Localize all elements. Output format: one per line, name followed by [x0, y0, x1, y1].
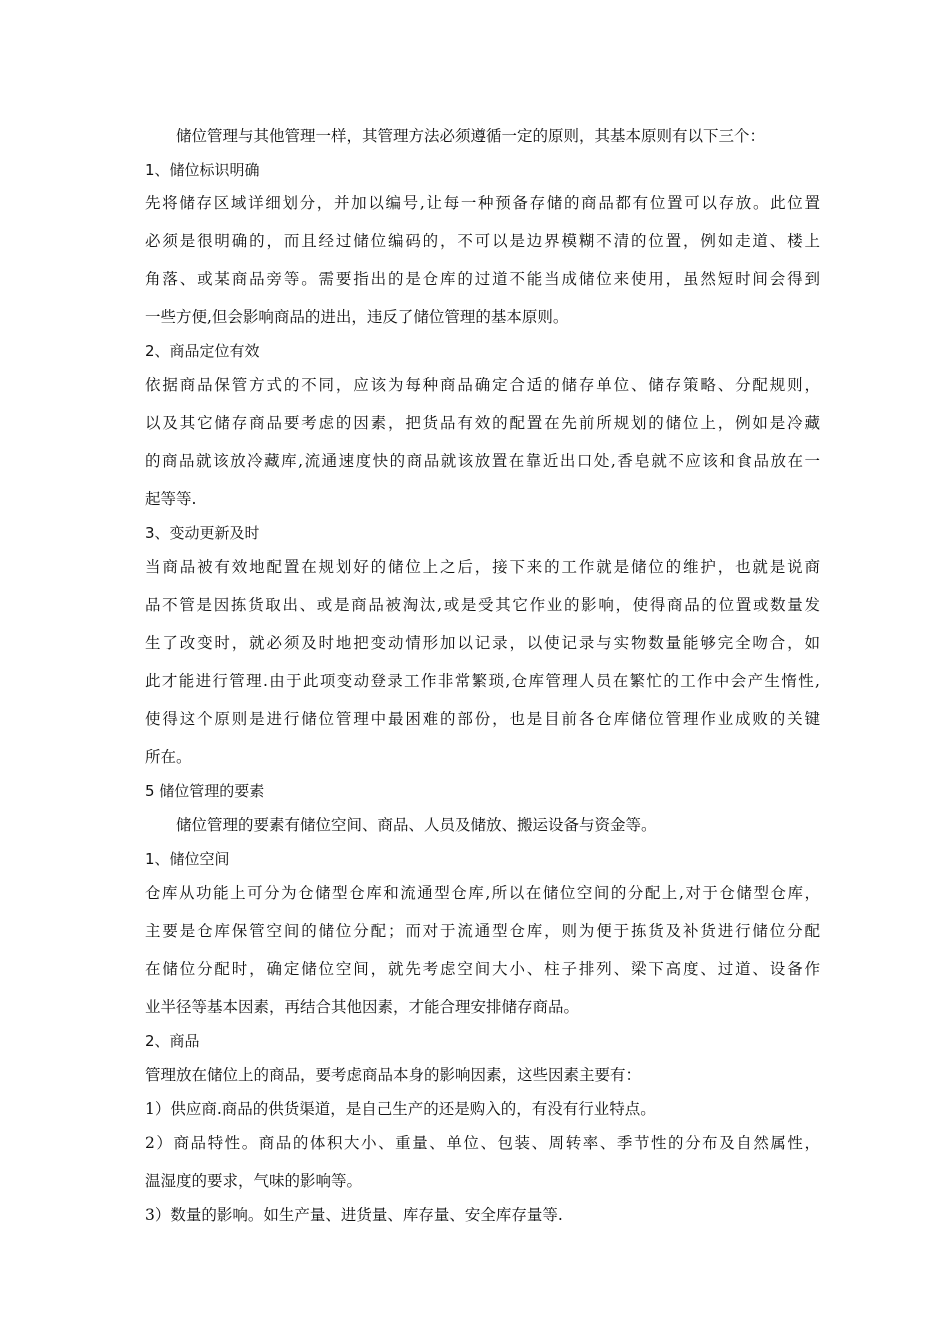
- intro-paragraph: 储位管理与其他管理一样，其管理方法必须遵循一定的原则，其基本原则有以下三个：: [176, 127, 766, 145]
- paragraph-line: 依据商品保管方式的不同，应该为每种商品确定合适的储存单位、储存策略、分配规则，: [145, 376, 820, 394]
- list-item: 1）供应商.商品的供货渠道，是自己生产的还是购入的，有没有行业特点。: [145, 1100, 656, 1118]
- paragraph-line: 以及其它储存商品要考虑的因素，把货品有效的配置在先前所规划的储位上，例如是冷藏: [145, 414, 820, 432]
- list-item-continuation: 温湿度的要求，气味的影响等。: [145, 1172, 363, 1190]
- paragraph-line: 生了改变时，就必须及时地把变动情形加以记录，以使记录与实物数量能够完全吻合，如: [145, 634, 820, 652]
- heading-storage-space: 1、储位空间: [145, 850, 230, 868]
- list-item: 3）数量的影响。如生产量、进货量、库存量、安全库存量等.: [145, 1206, 563, 1224]
- paragraph-line: 必须是很明确的，而且经过储位编码的，不可以是边界模糊不清的位置，例如走道、楼上: [145, 232, 820, 250]
- heading-storage-id: 1、储位标识明确: [145, 161, 260, 179]
- paragraph-line: 管理放在储位上的商品，要考虑商品本身的影响因素，这些因素主要有：: [145, 1066, 642, 1084]
- paragraph-line: 起等等.: [145, 490, 197, 508]
- heading-update: 3、变动更新及时: [145, 524, 260, 542]
- paragraph-line: 储位管理的要素有储位空间、商品、人员及储放、搬运设备与资金等。: [176, 816, 657, 834]
- heading-positioning: 2、商品定位有效: [145, 342, 260, 360]
- paragraph-line: 使得这个原则是进行储位管理中最困难的部份，也是目前各仓库储位管理作业成败的关键: [145, 710, 820, 728]
- paragraph-line: 仓库从功能上可分为仓储型仓库和流通型仓库,所以在储位空间的分配上,对于仓储型仓库，: [145, 884, 820, 902]
- list-item: 2）商品特性。商品的体积大小、重量、单位、包装、周转率、季节性的分布及自然属性，: [145, 1134, 820, 1152]
- paragraph-line: 此才能进行管理.由于此项变动登录工作非常繁琐,仓库管理人员在繁忙的工作中会产生惰性,: [145, 672, 820, 690]
- paragraph-line: 在储位分配时，确定储位空间，就先考虑空间大小、柱子排列、梁下高度、过道、设备作: [145, 960, 820, 978]
- paragraph-line: 当商品被有效地配置在规划好的储位上之后，接下来的工作就是储位的维护，也就是说商: [145, 558, 820, 576]
- heading-section-5: 5 储位管理的要素: [145, 782, 265, 800]
- paragraph-line: 品不管是因拣货取出、或是商品被淘汰,或是受其它作业的影响，使得商品的位置或数量发: [145, 596, 820, 614]
- paragraph-line: 的商品就该放冷藏库,流通速度快的商品就该放置在靠近出口处,香皂就不应该和食品放在一: [145, 452, 820, 470]
- heading-goods: 2、商品: [145, 1032, 200, 1050]
- paragraph-line: 业半径等基本因素，再结合其他因素，才能合理安排储存商品。: [145, 998, 580, 1016]
- paragraph-line: 一些方便,但会影响商品的进出，违反了储位管理的基本原则。: [145, 308, 569, 326]
- paragraph-line: 角落、或某商品旁等。需要指出的是仓库的过道不能当成储位来使用，虽然短时间会得到: [145, 270, 820, 288]
- paragraph-line: 所在。: [145, 748, 192, 766]
- paragraph-line: 主要是仓库保管空间的储位分配；而对于流通型仓库，则为便于拣货及补货进行储位分配: [145, 922, 820, 940]
- paragraph-line: 先将储存区域详细划分，并加以编号,让每一种预备存储的商品都有位置可以存放。此位置: [145, 194, 820, 212]
